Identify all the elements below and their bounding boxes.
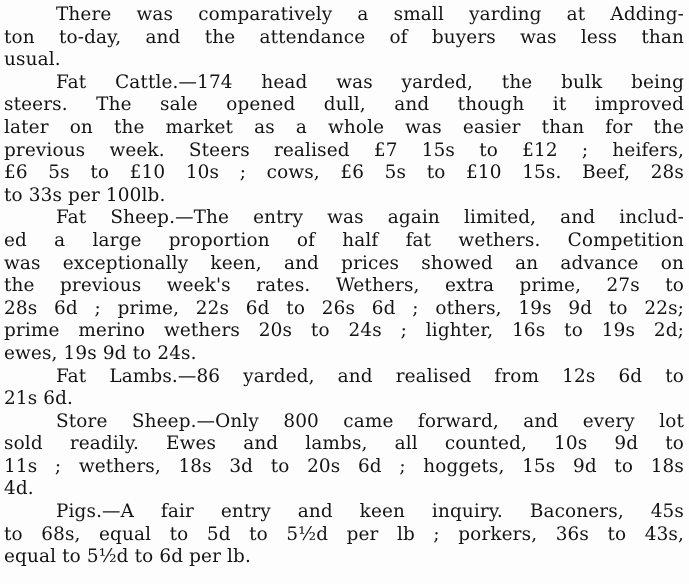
market-report-column — [4, 4, 684, 569]
text-line: There was comparatively a small yarding at Adding- — [56, 4, 684, 25]
text-line: ed a large proportion of half fat wethers. Competition — [4, 229, 684, 251]
text-line: sold readily. Ewes and lambs, all counted, 10s 9d to — [4, 433, 684, 455]
text-line: prime merino wethers 20s to 24s ; lighter, 16s to 19s 2d; — [4, 320, 684, 342]
text-line: Fat Lambs.—86 yarded, and realised from 12s 6d to — [56, 365, 684, 387]
text-line: was exceptionally keen, and prices showed an advance on — [4, 252, 684, 274]
text-line: 11s ; wethers, 18s 3d to 20s 6d ; hoggets, 15s 9d to 18s — [4, 455, 684, 477]
text-line: Pigs.—A fair entry and keen inquiry. Baconers, 45s — [56, 501, 684, 523]
text-line: 21s 6d. — [4, 388, 74, 410]
text-line: Fat Cattle.—174 head was yarded, the bulk being — [56, 71, 684, 93]
text-line: to 33s per 100lb. — [4, 184, 166, 206]
text-line: £6 5s to £10 10s ; cows, £6 5s to £10 15s. Beef, 28s — [4, 162, 684, 184]
text-line: Store Sheep.—Only 800 came forward, and every lot — [56, 410, 684, 432]
text-line: Fat Sheep.—The entry was again limited, and includ- — [56, 207, 684, 229]
text-line: steers. The sale opened dull, and though it improved — [4, 94, 684, 116]
text-line: ton to-day, and the attendance of buyers was less than — [4, 26, 684, 48]
text-line: previous week. Steers realised £7 15s to £12 ; heifers, — [4, 139, 684, 161]
text-line: ewes, 19s 9d to 24s. — [4, 342, 197, 364]
text-line: to 68s, equal to 5d to 5½d per lb ; porkers, 36s to 43s, — [4, 523, 684, 545]
text-line: usual. — [4, 49, 61, 71]
text-line: later on the market as a whole was easier than for the — [4, 116, 684, 138]
text-line: equal to 5½d to 6d per lb. — [4, 546, 251, 568]
text-line: 28s 6d ; prime, 22s 6d to 26s 6d ; others, 19s 9d to 22s; — [4, 297, 684, 319]
text-line: the previous week's rates. Wethers, extra prime, 27s to — [4, 275, 684, 297]
text-line: 4d. — [4, 478, 34, 500]
